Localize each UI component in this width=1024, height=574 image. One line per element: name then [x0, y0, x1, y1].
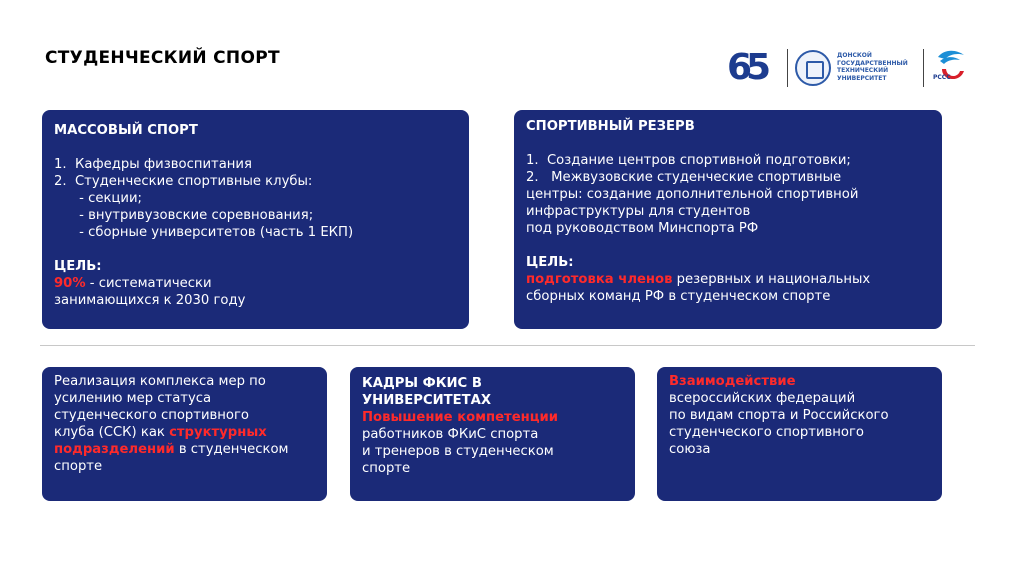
- goal-text: - систематически: [85, 276, 212, 291]
- list-item: 2. Студенческие спортивные клубы:: [54, 174, 313, 189]
- text-span: в студенческом: [174, 442, 289, 457]
- card-heading: СПОРТИВНЫЙ РЕЗЕРВ: [526, 119, 695, 134]
- list-item: - секции;: [54, 191, 142, 206]
- card-heading: КАДРЫ ФКИС В: [362, 376, 482, 391]
- text-line: усилению мер статуса: [54, 391, 212, 406]
- card-sport-reserve: [514, 110, 942, 329]
- goal-line: занимающихся к 2030 году: [54, 293, 246, 308]
- text-line: студенческого спортивного: [54, 408, 249, 423]
- university-logo-text: [837, 52, 917, 82]
- goal-line: [54, 275, 457, 292]
- list-item: 1. Кафедры физвоспитания: [54, 157, 252, 172]
- goal-highlight: подготовка членов: [526, 272, 673, 287]
- logo-divider: [787, 49, 788, 87]
- text-line: союза: [669, 442, 711, 457]
- section-divider: [40, 345, 975, 346]
- text-line: работников ФКиС спорта: [362, 427, 539, 442]
- list-item: 2. Межвузовские студенческие спортивные: [526, 170, 842, 185]
- highlight-text: Повышение компетенции: [362, 410, 559, 425]
- text-span: клуба (ССК) как: [54, 425, 170, 440]
- goal-label: ЦЕЛЬ:: [54, 259, 102, 274]
- goal-line: сборных команд РФ в студенческом спорте: [526, 289, 831, 304]
- rsss-logo-text: РССС: [933, 74, 951, 81]
- text-line: всероссийских федераций: [669, 391, 856, 406]
- list-item: инфраструктуры для студентов: [526, 204, 751, 219]
- goal-label: ЦЕЛЬ:: [526, 255, 574, 270]
- page-title: СТУДЕНЧЕСКИЙ СПОРТ: [45, 48, 280, 68]
- highlight-text: Взаимодействие: [669, 374, 796, 389]
- text-line: спорте: [54, 459, 103, 474]
- list-item: под руководством Минспорта РФ: [526, 221, 759, 236]
- logos-group: [727, 45, 977, 91]
- anniversary-65-logo: 65: [727, 47, 766, 88]
- highlight-text: структурных: [169, 425, 267, 440]
- list-item: центры: создание дополнительной спортивной: [526, 187, 859, 202]
- text-line: [54, 441, 315, 458]
- card-measures: [42, 367, 327, 501]
- goal-highlight: 90%: [54, 276, 86, 291]
- text-line: и тренеров в студенческом: [362, 444, 554, 459]
- card-heading: УНИВЕРСИТЕТАХ: [362, 393, 492, 408]
- goal-text: резервных и национальных: [672, 272, 871, 287]
- list-item: - внутривузовские соревнования;: [54, 208, 314, 223]
- text-line: студенческого спортивного: [669, 425, 864, 440]
- university-line: ГОСУДАРСТВЕННЫЙ: [837, 59, 908, 67]
- card-mass-sport: [42, 110, 469, 329]
- card-interaction: [657, 367, 942, 501]
- card-heading: МАССОВЫЙ СПОРТ: [54, 123, 198, 138]
- text-line: спорте: [362, 461, 411, 476]
- list-item: - сборные университетов (часть 1 ЕКП): [54, 225, 354, 240]
- text-line: [54, 424, 315, 441]
- logo-divider: [923, 49, 924, 87]
- university-line: ДОНСКОЙ: [837, 52, 872, 59]
- goal-line: [526, 271, 930, 288]
- rsss-logo-icon: [930, 47, 972, 91]
- text-line: Реализация комплекса мер по: [54, 374, 266, 389]
- list-item: 1. Создание центров спортивной подготовки;: [526, 153, 851, 168]
- highlight-text: подразделений: [54, 442, 175, 457]
- card-staff: [350, 367, 635, 501]
- text-line: по видам спорта и Российского: [669, 408, 889, 423]
- university-line: УНИВЕРСИТЕТ: [837, 74, 887, 82]
- university-line: ТЕХНИЧЕСКИЙ: [837, 67, 889, 74]
- dstu-emblem-icon: [795, 50, 831, 86]
